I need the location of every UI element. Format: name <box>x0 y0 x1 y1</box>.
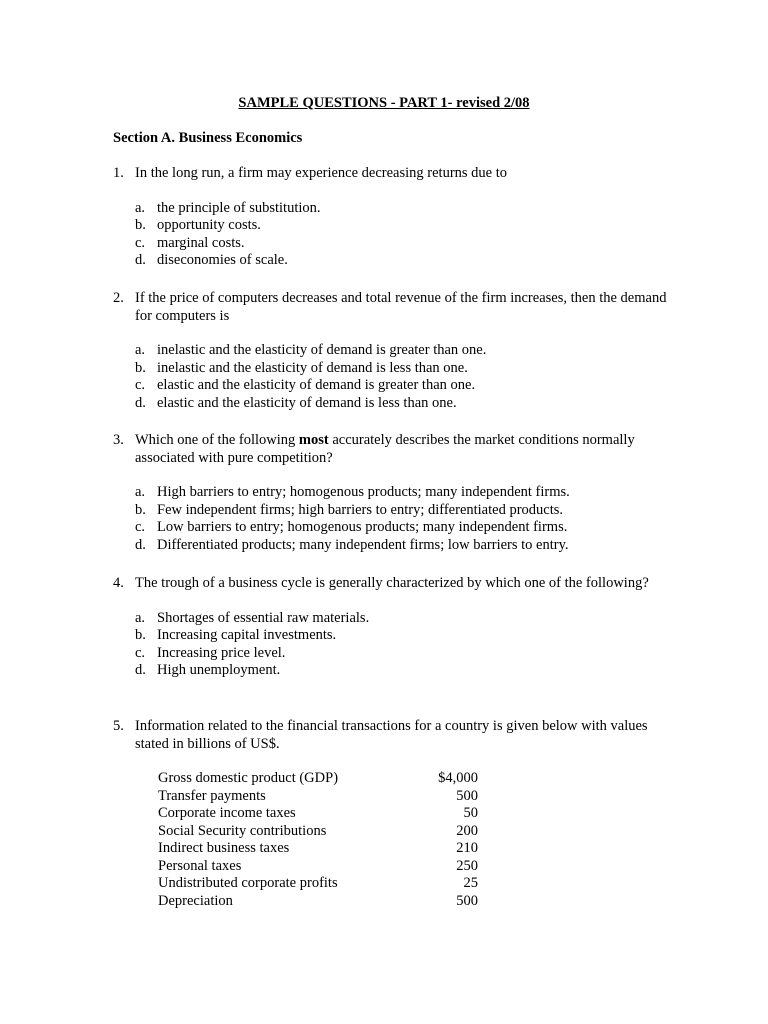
row-value: 25 <box>463 875 478 891</box>
option-d <box>135 537 673 555</box>
option-letter: a. <box>135 609 146 626</box>
question-number: 4. <box>113 575 124 591</box>
answer-options <box>113 200 673 270</box>
row-label: Corporate income taxes <box>158 805 296 821</box>
section-heading: Section A. Business Economics <box>113 130 303 146</box>
question-number: 2. <box>113 290 124 306</box>
option-text: Differentiated products; many independent firms; low barriers to entry. <box>157 536 569 553</box>
option-text: Increasing capital investments. <box>157 627 337 643</box>
option-text: elastic and the elasticity of demand is greater than one. <box>157 377 476 393</box>
question-3 <box>113 432 673 554</box>
table-row <box>158 875 478 893</box>
option-c <box>135 235 673 253</box>
question-number: 1. <box>113 165 124 181</box>
table-row <box>158 805 478 823</box>
row-value: 210 <box>456 840 478 856</box>
table-row <box>158 770 478 788</box>
option-b <box>135 217 673 235</box>
answer-options <box>113 342 673 412</box>
option-letter: a. <box>135 342 146 358</box>
question-text: Information related to the financial transactions for a country is given below with values stated in billions of US$. <box>135 718 648 752</box>
option-text: the principle of substitution. <box>157 199 321 216</box>
option-letter: b. <box>135 627 146 643</box>
answer-options <box>113 610 673 680</box>
row-label: Transfer payments <box>158 787 266 804</box>
option-a <box>135 610 673 628</box>
question-text <box>135 432 673 467</box>
row-label: Undistributed corporate profits <box>158 875 338 891</box>
option-letter: d. <box>135 662 146 678</box>
table-row <box>158 788 478 806</box>
document-title: SAMPLE QUESTIONS - PART 1- revised 2/08 <box>238 95 530 111</box>
option-text: inelastic and the elasticity of demand is less than one. <box>157 359 468 376</box>
row-label: Depreciation <box>158 892 233 909</box>
question-text: In the long run, a firm may experience decreasing returns due to <box>135 165 508 181</box>
option-text: Shortages of essential raw materials. <box>157 609 370 626</box>
option-a <box>135 484 673 502</box>
option-c <box>135 645 673 663</box>
option-text: High barriers to entry; homogenous products; many independent firms. <box>157 484 570 500</box>
row-label: Social Security contributions <box>158 822 327 839</box>
row-label: Personal taxes <box>158 857 242 874</box>
question-number: 5. <box>113 718 124 734</box>
option-letter: b. <box>135 359 146 376</box>
option-text: Low barriers to entry; homogenous products; many independent firms. <box>157 519 568 535</box>
option-letter: c. <box>135 519 146 535</box>
financial-data-table <box>113 770 673 910</box>
row-value: $4,000 <box>438 770 478 786</box>
option-text: marginal costs. <box>157 234 245 251</box>
option-letter: d. <box>135 536 146 553</box>
table-row <box>158 893 478 911</box>
option-a <box>135 200 673 218</box>
option-text: High unemployment. <box>157 662 281 678</box>
question-2 <box>113 290 673 412</box>
question-text-emphasis: most <box>298 432 329 448</box>
option-letter: b. <box>135 217 146 233</box>
option-letter: c. <box>135 644 146 661</box>
option-b <box>135 627 673 645</box>
row-value: 250 <box>456 857 478 874</box>
option-letter: d. <box>135 252 146 268</box>
option-b <box>135 360 673 378</box>
option-letter: c. <box>135 234 146 251</box>
row-value: 50 <box>463 805 478 821</box>
row-label: Indirect business taxes <box>158 840 290 856</box>
question-5 <box>113 718 673 910</box>
table-row <box>158 840 478 858</box>
option-a <box>135 342 673 360</box>
option-text: opportunity costs. <box>157 217 261 233</box>
option-c <box>135 377 673 395</box>
question-text: If the price of computers decreases and total revenue of the firm increases, then the demand for computers is <box>135 290 667 324</box>
question-text-pre: Which one of the following <box>135 432 299 448</box>
option-b <box>135 502 673 520</box>
option-text: Few independent firms; high barriers to entry; differentiated products. <box>157 501 564 518</box>
option-text: diseconomies of scale. <box>157 252 288 268</box>
table-row <box>158 858 478 876</box>
option-text: inelastic and the elasticity of demand is greater than one. <box>157 342 487 358</box>
option-d <box>135 252 673 270</box>
option-d <box>135 395 673 413</box>
option-letter: b. <box>135 501 146 518</box>
row-value: 500 <box>456 892 478 909</box>
option-letter: c. <box>135 377 146 393</box>
answer-options <box>113 484 673 554</box>
table-row <box>158 823 478 841</box>
question-text-post: accurately describes the market conditions normally associated with pure competition? <box>135 432 635 466</box>
option-d <box>135 662 673 680</box>
question-1 <box>113 165 673 270</box>
option-letter: a. <box>135 199 146 216</box>
row-value: 500 <box>456 787 478 804</box>
question-number: 3. <box>113 432 124 448</box>
option-c <box>135 519 673 537</box>
row-label: Gross domestic product (GDP) <box>158 770 339 786</box>
question-4 <box>113 575 673 680</box>
option-text: Increasing price level. <box>157 644 286 661</box>
option-letter: d. <box>135 394 146 411</box>
option-letter: a. <box>135 484 146 500</box>
row-value: 200 <box>456 822 478 839</box>
option-text: elastic and the elasticity of demand is less than one. <box>157 394 457 411</box>
question-text: The trough of a business cycle is generally characterized by which one of the following? <box>135 575 649 591</box>
